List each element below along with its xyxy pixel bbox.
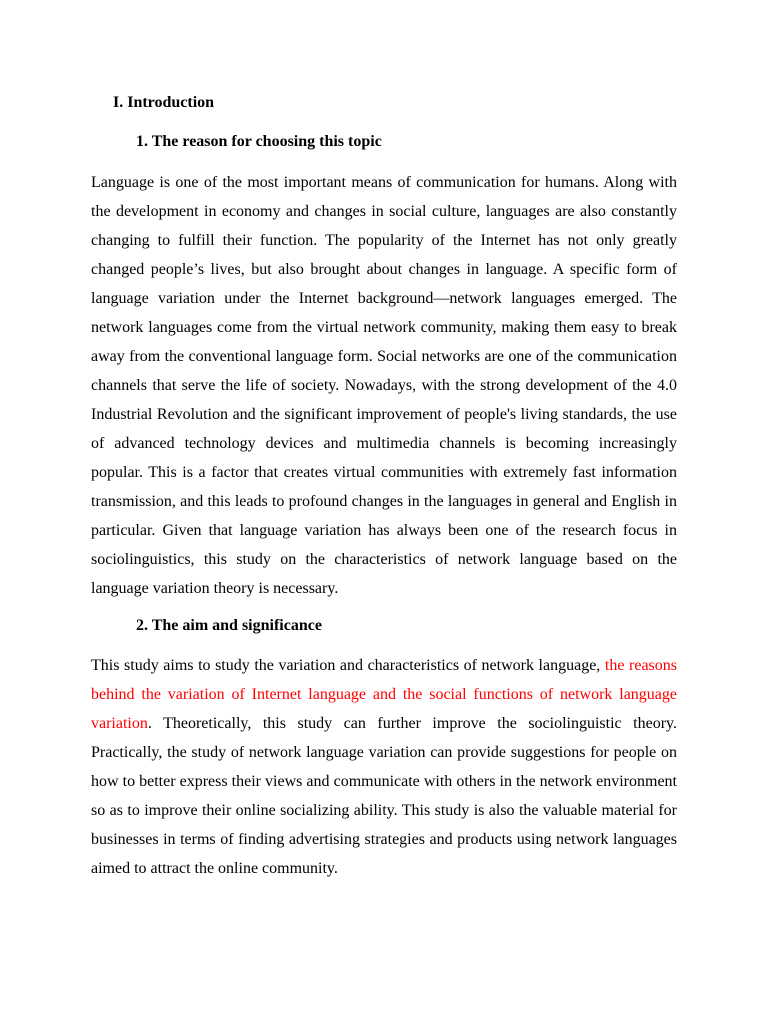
subsection-heading-aim: 2. The aim and significance (136, 617, 322, 634)
paragraph-reason: Language is one of the most important means of communication for humans. Along with the development in economy and changes in social culture, languages are also constantly changing to fulfill their function. The popularity of the Internet has not only greatly changed people’s lives, but also brought about changes in language. A specific form of language variation under the Internet background—network languages emerged. The network languages come from the virtual network community, making them easy to break away from the conventional language form. Social networks are one of the communication channels that serve the life of society. Nowadays, with the strong development of the 4.0 Industrial Revolution and the significant improvement of people's living standards, the use of advanced technology devices and multimedia channels is becoming increasingly popular. This is a factor that creates virtual communities with extremely fast information transmission, and this leads to profound changes in the languages in general and English in particular. Given that language variation has always been one of the research focus in sociolinguistics, this study on the characteristics of network language based on the language variation theory is necessary. (91, 174, 677, 597)
paragraph-aim (91, 651, 677, 883)
subsection-heading-reason: 1. The reason for choosing this topic (136, 133, 382, 150)
paragraph-aim-part2: . Theoretically, this study can further improve the sociolinguistic theory. Practically, the study of network language variation can provide suggestions for people on how to better express their views and communicate with others in the network environment so as to improve their online socializing ability. This study is also the valuable material for businesses in terms of finding advertising strategies and products using network languages aimed to attract the online community. (91, 715, 677, 877)
section-heading: I. Introduction (113, 94, 215, 111)
paragraph-aim-part1: This study aims to study the variation and characteristics of network language, (91, 657, 605, 674)
paragraph-aim-highlight: the reasons behind the variation of Internet language and the social functions of network language variation (91, 657, 677, 732)
